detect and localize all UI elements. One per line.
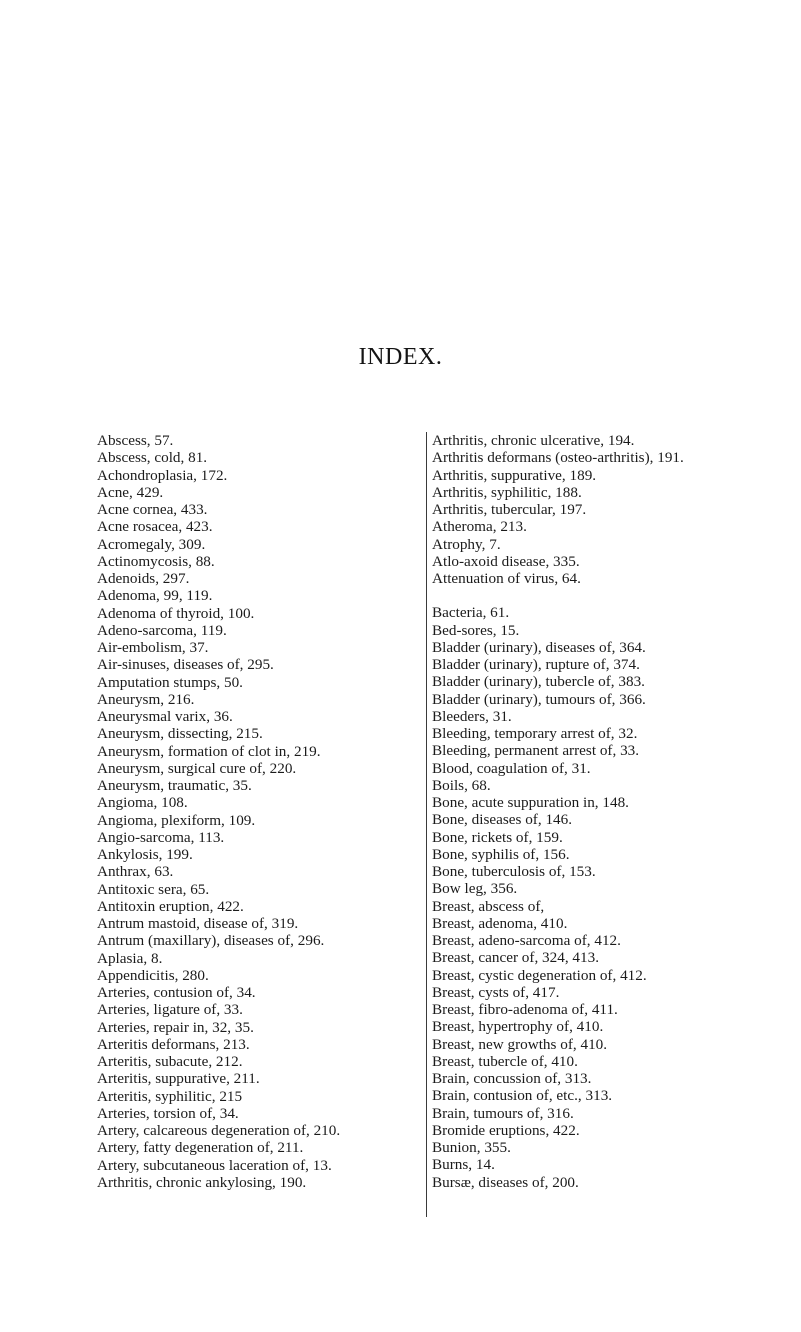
- index-entry: Bow leg, 356.: [432, 880, 518, 898]
- index-entry: Bleeding, temporary arrest of, 32.: [432, 725, 638, 742]
- index-entry: Breast, tubercle of, 410.: [432, 1052, 578, 1070]
- index-entry: Attenuation of virus, 64.: [432, 570, 581, 587]
- index-entry: Ankylosis, 199.: [97, 846, 193, 863]
- index-entry: Arteries, contusion of, 34.: [97, 984, 256, 1001]
- index-entry: Arteritis, suppurative, 211.: [97, 1070, 260, 1088]
- index-entry: Artery, subcutaneous laceration of, 13.: [97, 1156, 332, 1174]
- index-entry: Acromegaly, 309.: [97, 535, 206, 553]
- index-entry: Antrum (maxillary), diseases of, 296.: [97, 932, 325, 950]
- index-entry: Actinomycosis, 88.: [97, 552, 215, 570]
- index-entry: Angioma, plexiform, 109.: [97, 811, 256, 829]
- index-entry: Arthritis, tubercular, 197.: [432, 501, 587, 518]
- index-entry: Antitoxic sera, 65.: [97, 880, 210, 898]
- index-entry: Bone, diseases of, 146.: [432, 811, 573, 829]
- index-entry: Bone, acute suppuration in, 148.: [432, 794, 629, 811]
- index-entry: Antrum mastoid, disease of, 319.: [97, 915, 299, 932]
- index-entry: Breast, hypertrophy of, 410.: [432, 1018, 604, 1036]
- index-entry: Aneurysm, formation of clot in, 219.: [97, 742, 321, 760]
- index-entry: Breast, cancer of, 324, 413.: [432, 949, 600, 967]
- index-column-left: [97, 432, 397, 1191]
- index-entry: Brain, concussion of, 313.: [432, 1070, 592, 1087]
- index-entry: Arthritis, chronic ulcerative, 194.: [432, 432, 635, 449]
- index-entry: Angio-sarcoma, 113.: [97, 828, 225, 846]
- index-entry: Artery, fatty degeneration of, 211.: [97, 1139, 304, 1157]
- index-entry: Arteries, ligature of, 33.: [97, 1001, 243, 1019]
- index-entry: Adenoids, 297.: [97, 570, 190, 587]
- index-entry: Aneurysm, dissecting, 215.: [97, 725, 263, 743]
- index-entry: Aneurysm, 216.: [97, 690, 195, 708]
- index-entry: Bromide eruptions, 422.: [432, 1121, 580, 1139]
- index-entry: Abscess, 57.: [97, 432, 174, 449]
- index-entry: Bleeding, permanent arrest of, 33.: [432, 742, 640, 760]
- index-column-right: [426, 432, 732, 1217]
- index-entry: Arteritis, subacute, 212.: [97, 1053, 243, 1070]
- index-entry: Acne, 429.: [97, 483, 164, 501]
- index-entry: Angioma, 108.: [97, 794, 188, 812]
- index-entry: Bursæ, diseases of, 200.: [432, 1173, 579, 1191]
- index-entry: Artery, calcareous degeneration of, 210.: [97, 1122, 341, 1139]
- index-entry: Abscess, cold, 81.: [97, 449, 208, 467]
- index-entry: Achondroplasia, 172.: [97, 466, 228, 484]
- index-entry: Antitoxin eruption, 422.: [97, 897, 244, 915]
- index-entry: Adenoma of thyroid, 100.: [97, 604, 255, 622]
- index-entry: Breast, cystic degeneration of, 412.: [432, 966, 647, 984]
- index-entry: Bone, tuberculosis of, 153.: [432, 863, 596, 880]
- index-entry: Breast, adeno-sarcoma of, 412.: [432, 932, 621, 949]
- index-entry: Acne rosacea, 423.: [97, 518, 213, 536]
- index-entry: Arthritis deformans (osteo-arthritis), 191.: [432, 449, 684, 467]
- index-entry: Air-sinuses, diseases of, 295.: [97, 656, 274, 674]
- page-title: INDEX.: [358, 344, 443, 370]
- index-entry: Boils, 68.: [432, 776, 491, 794]
- index-entry: Aneurysm, traumatic, 35.: [97, 777, 252, 794]
- index-entry: Breast, adenoma, 410.: [432, 914, 568, 932]
- index-entry: Bleeders, 31.: [432, 707, 512, 725]
- index-group-a: [432, 432, 732, 587]
- index-entry: Burns, 14.: [432, 1156, 495, 1174]
- index-entry: Bacteria, 61.: [432, 604, 510, 622]
- index-entry: Blood, coagulation of, 31.: [432, 759, 591, 777]
- index-entry: Atrophy, 7.: [432, 535, 501, 553]
- index-entry: Adeno-sarcoma, 119.: [97, 621, 227, 639]
- index-entry: Arteritis deformans, 213.: [97, 1035, 250, 1053]
- index-entry: Brain, contusion of, etc., 313.: [432, 1087, 613, 1105]
- index-entry: Arteries, repair in, 32, 35.: [97, 1018, 254, 1036]
- index-entry: Bed-sores, 15.: [432, 621, 520, 639]
- index-entry: Arthritis, suppurative, 189.: [432, 466, 597, 484]
- index-entry: Bladder (urinary), tubercle of, 383.: [432, 673, 645, 691]
- group-gap: [432, 587, 732, 604]
- index-entry: Adenoma, 99, 119.: [97, 587, 213, 605]
- index-entry: Arthritis, chronic ankylosing, 190.: [97, 1173, 307, 1191]
- index-entry: Amputation stumps, 50.: [97, 673, 243, 691]
- index-entry: Arteritis, syphilitic, 215: [97, 1087, 243, 1105]
- index-entry: Bone, syphilis of, 156.: [432, 845, 570, 863]
- index-entry: Aneurysmal varix, 36.: [97, 708, 233, 725]
- index-entry: Breast, fibro-adenoma of, 411.: [432, 1001, 618, 1018]
- index-entry: Aplasia, 8.: [97, 949, 163, 967]
- index-entry: Appendicitis, 280.: [97, 966, 209, 984]
- index-entry: Arthritis, syphilitic, 188.: [432, 483, 582, 501]
- index-entry: Breast, abscess of,: [432, 897, 545, 915]
- index-entry: Breast, new growths of, 410.: [432, 1035, 608, 1053]
- index-entry: Atheroma, 213.: [432, 518, 527, 536]
- index-entry: Bone, rickets of, 159.: [432, 828, 563, 846]
- index-entry: Acne cornea, 433.: [97, 501, 208, 518]
- index-entry: Bladder (urinary), tumours of, 366.: [432, 690, 646, 708]
- index-entry: Brain, tumours of, 316.: [432, 1104, 574, 1122]
- index-entry: Atlo-axoid disease, 335.: [432, 552, 580, 570]
- index-entry: Aneurysm, surgical cure of, 220.: [97, 759, 297, 777]
- index-entry: Bunion, 355.: [432, 1139, 511, 1156]
- index-entry: Air-embolism, 37.: [97, 639, 209, 656]
- index-entry: Breast, cysts of, 417.: [432, 983, 560, 1001]
- index-group-b: [432, 604, 732, 1191]
- index-entry: Anthrax, 63.: [97, 863, 174, 881]
- index-entry: Bladder (urinary), rupture of, 374.: [432, 656, 640, 673]
- index-entry: Bladder (urinary), diseases of, 364.: [432, 638, 646, 656]
- index-entry: Arteries, torsion of, 34.: [97, 1104, 239, 1122]
